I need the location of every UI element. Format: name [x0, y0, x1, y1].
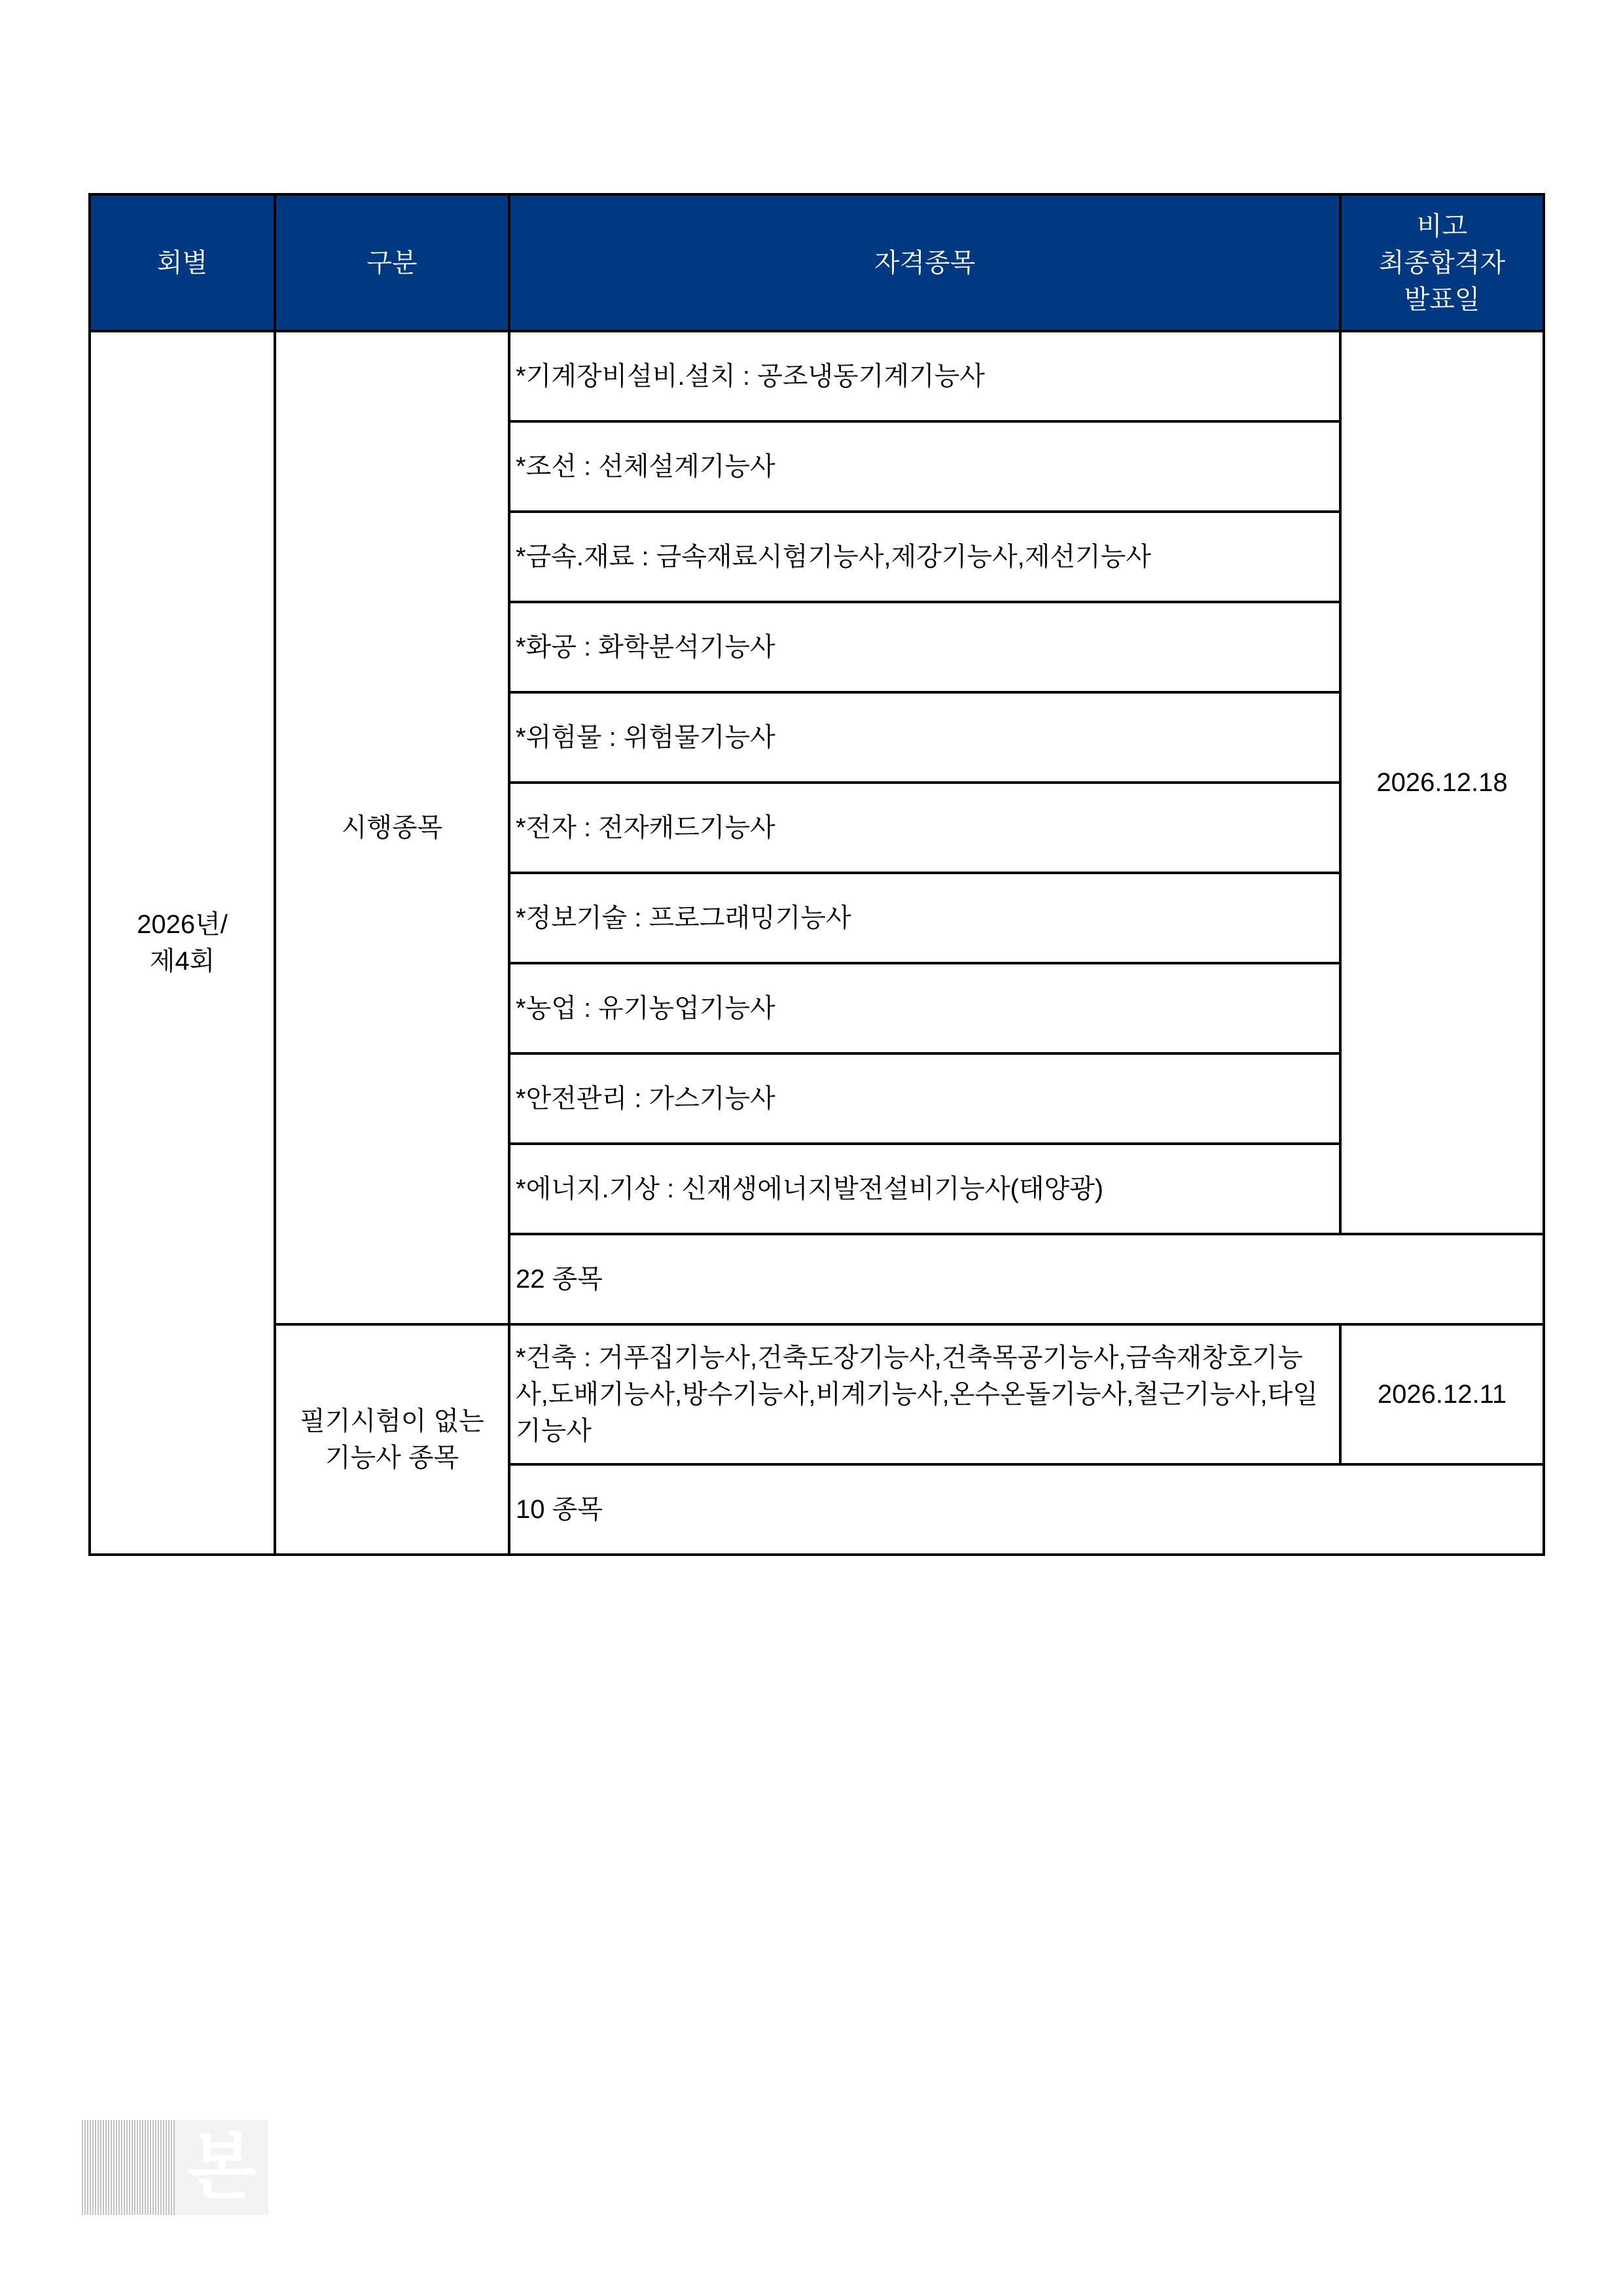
qualification-item: *금속.재료 : 금속재료시험기능사,제강기능사,제선기능사 — [509, 512, 1340, 602]
qualification-item: *건축 : 거푸집기능사,건축도장기능사,건축목공기능사,금속재창호기능사,도배기능사,방수기능사,비계기능사,온수온돌기능사,철근기능사,타일기능사 — [509, 1324, 1340, 1464]
category-cell: 시행종목 — [275, 331, 509, 1324]
qualification-item: *화공 : 화학분석기능사 — [509, 602, 1340, 692]
table-row — [90, 1324, 1544, 1464]
qualification-item: *에너지.기상 : 신재생에너지발전설비기능사(태양광) — [509, 1144, 1340, 1234]
round-cell: 2026년/ 제4회 — [90, 331, 275, 1555]
item-count: 22 종목 — [509, 1234, 1544, 1324]
watermark-pattern — [82, 2120, 175, 2215]
header-qualification: 자격종목 — [509, 194, 1340, 331]
header-note: 비고 최종합격자 발표일 — [1340, 194, 1544, 331]
watermark-text: 본 — [175, 2120, 268, 2215]
header-round: 회별 — [90, 194, 275, 331]
table-row — [90, 331, 1544, 421]
qualification-item: *기계장비설비.설치 : 공조냉동기계기능사 — [509, 331, 1340, 421]
announce-date: 2026.12.11 — [1340, 1324, 1544, 1464]
item-count: 10 종목 — [509, 1464, 1544, 1555]
announce-date: 2026.12.18 — [1340, 331, 1544, 1234]
category-cell: 필기시험이 없는 기능사 종목 — [275, 1324, 509, 1555]
qualification-item: *안전관리 : 가스기능사 — [509, 1053, 1340, 1144]
qualification-item: *전자 : 전자캐드기능사 — [509, 783, 1340, 873]
watermark-stamp — [82, 2120, 268, 2215]
qualification-item: *조선 : 선체설계기능사 — [509, 421, 1340, 512]
qualification-item: *농업 : 유기농업기능사 — [509, 963, 1340, 1053]
qualification-item: *정보기술 : 프로그래밍기능사 — [509, 873, 1340, 963]
header-category: 구분 — [275, 194, 509, 331]
qualification-item: *위험물 : 위험물기능사 — [509, 692, 1340, 783]
header-row — [90, 194, 1544, 331]
exam-schedule-table — [88, 193, 1545, 1556]
